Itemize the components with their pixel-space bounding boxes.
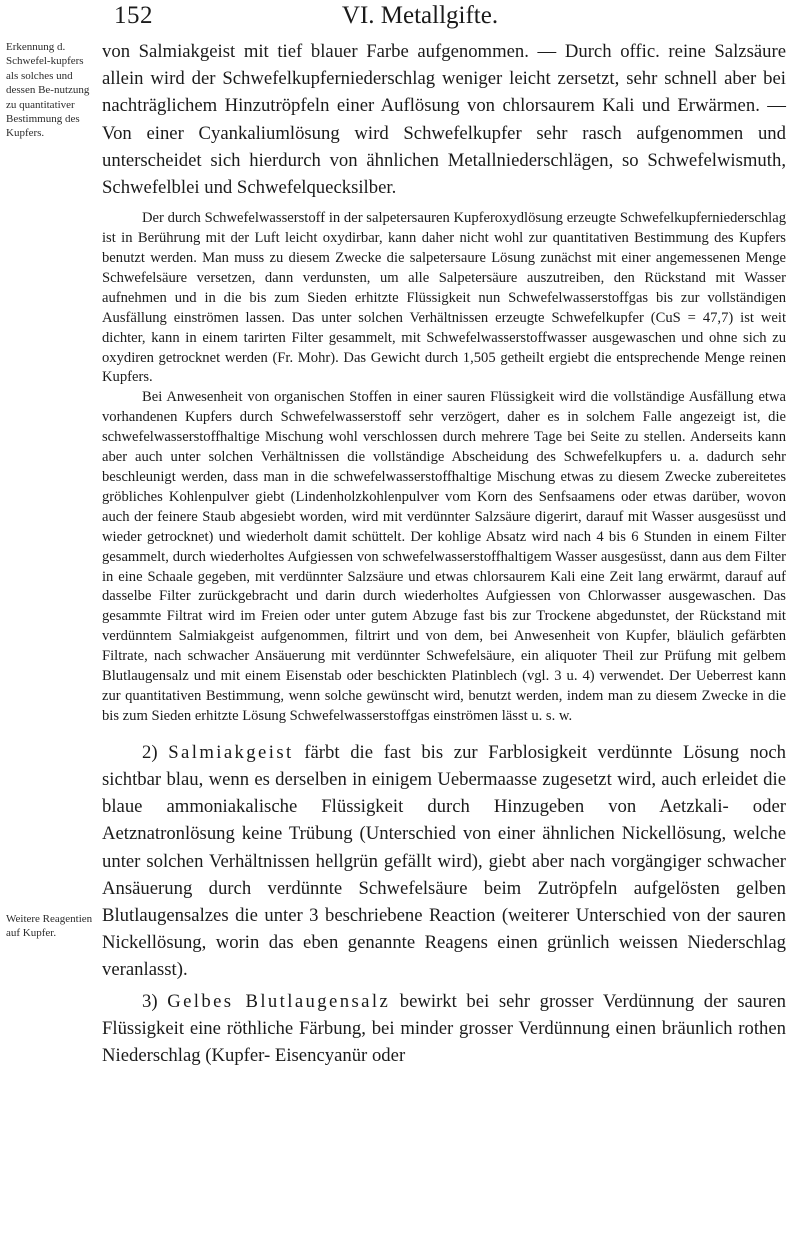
paragraph-intro: von Salmiakgeist mit tief blauer Farbe aufgenommen. — Durch offic. reine Salzsäure allein wird der Schwefelkupferniederschlag weniger leicht zersetzt, sehr schnell aber bei nachträglichem Hinzutröpfeln einer Auflösung von chlorsaurem Kali und Erwärmen. — Von einer Cyankaliumlösung wird Schwefelkupfer sehr rasch aufgenommen und unterscheidet sich hierdurch von ähnlichen Metallniederschlägen, so Schwefelwismuth, Schwefelblei und Schwefelquecksilber. bbox=[102, 41, 786, 199]
running-head: VI. Metallgifte. bbox=[341, 2, 499, 29]
paragraph-blutlaugensalz bbox=[102, 988, 786, 1070]
margin-note-reagentien: Weitere Reagentien auf Kupfer. bbox=[6, 913, 93, 940]
item-3-text: bewirkt bei sehr grosser Verdünnung der sauren Flüssigkeit eine röthliche Färbung, bei minder grosser Verdünnung einen bräunlich rothen Niederschlag (Kupfer- Eisencyanür oder bbox=[102, 990, 787, 1067]
page-header bbox=[0, 0, 800, 34]
text-column bbox=[102, 38, 786, 1069]
item-2-number: 2) bbox=[142, 741, 158, 763]
item-3-number: 3) bbox=[142, 990, 158, 1012]
page-number: 152 bbox=[114, 2, 153, 29]
item-3-term: Gelbes Blutlaugensalz bbox=[167, 990, 391, 1012]
paragraph-quantitative: Der durch Schwefelwasserstoff in der salpetersauren Kupferoxydlösung erzeugte Schwefelkupferniederschlag ist in Berührung mit der Luft leicht oxydirbar, kann daher nicht wohl zur quantitativen Bestimmung des Kupfers benutzt werden. Man muss zu diesem Zwecke die salpetersaure Lösung zunächst mit einer angemessenen Menge Schwefelsäure versetzen, dann verdunsten, um alle Salpetersäure auszutreiben, den Rückstand mit Wasser aufnehmen und in die bis zum Sieden erhitzte Flüssigkeit nun Schwefelwasserstoffgas bis zur vollständigen Ausfällung einströmen lassen. Das unter solchen Verhältnissen erzeugte Schwefelkupfer (CuS = 47,7) ist weit dichter, kann in einem tarirten Filter gesammelt, mit Schwefelwasserstoffwasser ausgewaschen und ohne sich zu oxydiren getrocknet werden (Fr. Mohr). Das Gewicht durch 1,505 getheilt ergiebt die entsprechende Menge reinen Kupfers. bbox=[102, 210, 786, 386]
item-2-term: Salmiakgeist bbox=[168, 741, 294, 763]
item-2-text: färbt die fast bis zur Farblosigkeit verdünnte Lösung noch sichtbar blau, wenn es derselben in einigem Uebermaasse zugesetzt wird, auch erleidet die blaue ammoniakalische Flüssigkeit durch Hinzugeben von Aetzkali- oder Aetznatronlösung keine Trübung (Unterschied von einer ähnlichen Nickellösung, welche unter solchen Verhältnissen hellgrün gefällt wird), giebt aber nach vorgängiger schwacher Ansäuerung durch verdünnte Schwefelsäure beim Zutröpfeln aufgelösten gelben Blutlaugensalzes die unter 3 beschriebene Reaction (weiterer Unterschied von der sauren Nickellösung, worin das eben genannte Reagens einen grünlich weissen Niederschlag veranlasst). bbox=[102, 741, 787, 981]
margin-note-erkennung: Erkennung d. Schwefel-kupfers als solches und dessen Be-nutzung zu quantitativer Bestimmung des Kupfers. bbox=[6, 41, 90, 140]
paragraph-organic: Bei Anwesenheit von organischen Stoffen in einer sauren Flüssigkeit wird die vollständige Ausfällung etwa vorhandenen Kupfers durch Schwefelwasserstoff sehr verzögert, daher es in solchem Falle angezeigt ist, die schwefelwasserstoffhaltige Mischung wohl verschlossen durch mehrere Tage bei Seite zu stellen. Anderseits kann aber auch unter solchen Verhältnissen die vollständige Abscheidung des Schwefelkupfers u. a. dadurch sehr beschleunigt werden, dass man in die schwefelwasserstoffhaltige Mischung etwas zu diesem Zwecke zubereitetes gröbliches Kohlenpulver giebt (Lindenholzkohlenpulver vom Korn des Senfsaamens oder etwas darüber, wovon auch der feinere Staub abgesiebt worden, wird mit verdünnter Salzsäure digerirt, darauf mit Wasser ausgesüsst und wieder getrocknet) und wiederholt damit schüttelt. Der kohlige Absatz wird nach 4 bis 6 Stunden in einem Filter gesammelt, durch wiederholtes Aufgiessen von schwefelwasserstoffhaltigem Wasser ausgesüsst, dann aus dem Filter in eine Schaale gegeben, mit verdünnter Salzsäure und etwas chlorsaurem Kali eine Zeit lang erwärmt, darauf auf dasselbe Filter zurückgebracht und darin durch wiederholtes Aufgiessen von Chlorwasser ausgewaschen. Das gesammte Filtrat wird im Freien oder unter gutem Abzuge fast bis zur Trockene abgedunstet, der Rückstand mit verdünntem Salmiakgeist aufgenommen, filtrirt und von dem, bei Anwesenheit von Kupfer, bläulich gefärbten Filtrate, nach schwacher Ansäuerung mit verdünnter Schwefelsäure, ein aliquoter Theil zur Prüfung mit gelbem Blutlaugensalz und mit einem Eisenstab oder beschickten Platinblech (vgl. 3 u. 4) verwendet. Der Ueberrest kann zur quantitativen Bestimmung, wenn solche gewünscht wird, benutzt werden, indem man zu diesem Zwecke in die bis zum Sieden erhitzte Lösung Schwefelwasserstoffgas einströmen lässt u. s. w. bbox=[102, 389, 786, 724]
paragraph-salmiakgeist bbox=[102, 739, 786, 984]
